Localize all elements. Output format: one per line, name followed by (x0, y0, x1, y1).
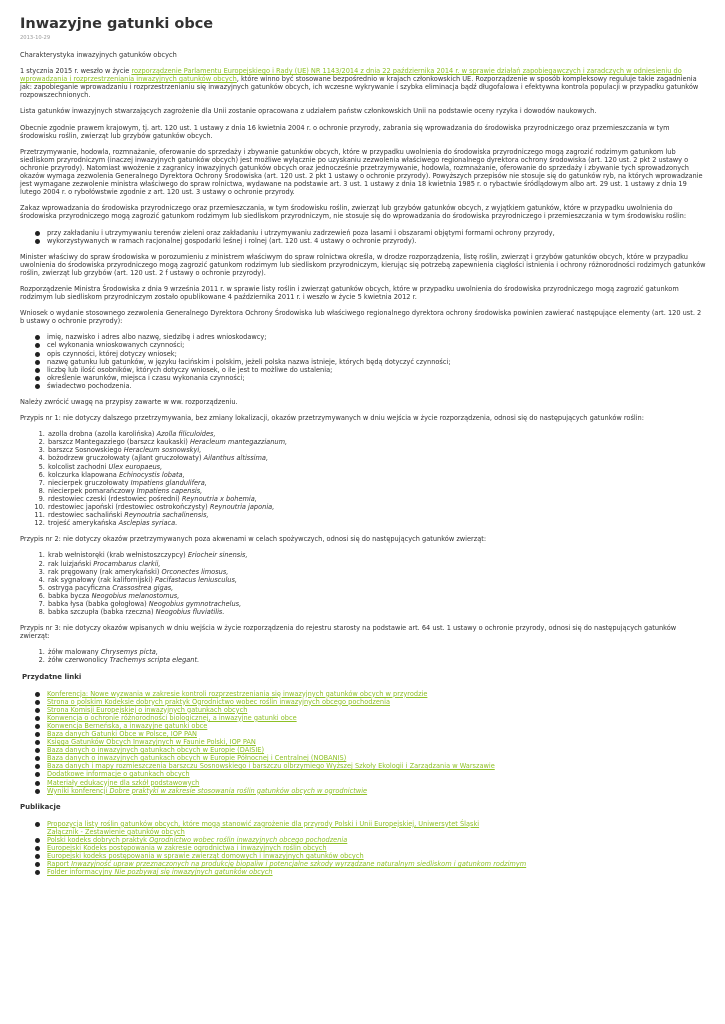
list-item (47, 698, 707, 706)
species-name-pl: azolla drobna (azolla karolińska) (48, 430, 157, 439)
list-item (47, 592, 707, 600)
species-name-pl: rak sygnałowy (rak kalifornijski) (48, 575, 155, 584)
publish-date: 2013-10-29 (20, 35, 51, 41)
page-title: Inwazyjne gatunki obce (20, 16, 214, 32)
species-name-pl: babka łysa (babka gołogłowa) (48, 599, 149, 608)
list-item (47, 690, 707, 698)
species-name-lat: Procambarus clarkii, (93, 559, 161, 568)
species-name-lat: Eriocheir sinensis, (187, 551, 248, 560)
intro-paragraph: Charakterystyka inwazyjnych gatunków obcych (20, 51, 177, 59)
paragraph-exceptions: Zakaz wprowadzania do środowiska przyrodniczego oraz przemieszczania, w tym środowisku roślin, zwierząt lub grzybów gatunków obcych, z wyjątkiem gatunków, które w przypadku uwolnienia do środowiska przyrodniczego mogą zagrozić gatunkom rodzimym lub siedliskom przyrodniczym, nie stosuje się do wprowadzania do środowiska przyrodniczego i przemieszczania w tym środowisku roślin: (20, 204, 687, 221)
publication-link[interactable]: Propozycja listy roślin gatunków obcych, które mogą stanowić zagrożenie dla przyrody Polski i Unii Europejskiej, Uniwersytet Śląski (47, 819, 480, 828)
species-name-lat: Ailanthus altissima, (203, 454, 269, 463)
footnote-3: Przypis nr 3: nie dotyczy okazów wpisanych w dniu wejścia w życie rozporządzenia do rejestru starosty na podstawie art. 64 ust. 1 ustawy o ochronie przyrody, odnosi się do następujących gatunków zwierząt: (20, 624, 677, 641)
regulation-link[interactable]: rozporządzenie Parlamentu Europejskiego i Rady (UE) NR 1143/2014 z dnia 22 października 2014 r. w sprawie działań zapobiegawczych i zaradczych w odniesieniu do wprowadzania i rozprzestrzeniania inwazyjnych gatunków obcych (20, 67, 682, 84)
species-name-pl: trojeść amerykańska (48, 519, 119, 528)
useful-link[interactable]: Strona o polskim Kodeksie dobrych praktyk Ogrodnictwo wobec roślin inwazyjnych obcego pochodzenia (47, 697, 390, 706)
useful-link[interactable]: Baza danych i mapy rozmieszczenia barszczu Sosnowskiego i barszczu olbrzymiego Wyższej Szkoły Ekologii i Zarządzania w Warszawie (47, 762, 495, 771)
species-name-pl: barszcz Mantegazziego (barszcz kaukaski) (48, 438, 190, 447)
list-item: świadectwo pochodzenia. (47, 382, 707, 390)
paragraph-application: Wniosek o wydanie stosownego zezwolenia Generalnego Dyrektora Ochrony Środowiska lub właściwego regionalnego dyrektora ochrony środowiska powinien zawierać następujące elementy (art. 120 ust. 2 b ustawy o ochronie przyrody): (20, 309, 702, 326)
paragraph-permits: Przetrzymywanie, hodowla, rozmnażanie, oferowanie do sprzedaży i zbywanie gatunków obcych, które w przypadku uwolnienia do środowiska przyrodniczego mogą zagrozić rodzimym gatunkom lub siedliskom przyrodniczym (inaczej inwazyjnych gatunków obcych) jest możliwe wyłącznie po uzyskaniu zezwolenia właściwego regionalnego dyrektora ochrony środowiska (art. 120 ust. 2 pkt 2 ustawy o ochronie przyrody). Natomiast wwożenie z zagranicy inwazyjnych gatunków obcych oraz jednocześnie przetrzymywanie, hodowla, rozmnażanie, oferowanie do sprzedaży i zbywanie tych sprowadzonych okazów wymaga zezwolenia Generalnego Dyrektora Ochrony Środowiska (art. 120 ust. 2 pkt 1 ustawy o ochronie przyrody). Powyższych przepisów nie stosuje się do gatunków ryb, na których wprowadzanie jest wymagane zezwolenie ministra właściwego do spraw rolnictwa, wydawane na podstawie art. 3 ust. 1 ustawy z dnia 18 kwietnia 1985 r. o rybactwie śródlądowym albo art. 29 ust. 1 ustawy z dnia 19 lutego 2004 r. o rybołówstwie zgodnie z art. 120 ust. 3 ustawy o ochronie przyrody. (20, 147, 703, 197)
list-item (47, 463, 707, 471)
species-name-lat: Echinocystis lobata, (118, 470, 185, 479)
list-item (47, 787, 707, 795)
species-name-lat: Heracleum sosnowskyi, (123, 446, 202, 455)
species-name-lat: Reynoutria sachalinensis, (124, 511, 209, 520)
useful-link[interactable]: Baza danych Gatunki Obce w Polsce, IOP PAN (47, 730, 197, 738)
species-name-pl: rak luizjański (48, 559, 94, 568)
publication-link[interactable] (47, 860, 526, 868)
list-item (47, 754, 707, 762)
useful-link[interactable]: Konwencja Berneńska, a inwazyjne gatunki obce (47, 721, 208, 730)
paragraph-national-law: Obecnie zgodnie prawem krajowym, tj. art. 120 ust. 1 ustawy z dnia 16 kwietnia 2004 r. o ochronie przyrody, zabrania się wprowadzania do środowiska przyrodniczego oraz przemieszczania w tym środowisku roślin, zwierząt lub grzybów gatunków obcych. (20, 123, 670, 140)
list-item (47, 770, 707, 778)
paragraph-minister: Minister właściwy do spraw środowiska w porozumieniu z ministrem właściwym do spraw rolnictwa określa, w drodze rozporządzenia, listę roślin, zwierząt i grzybów gatunków obcych, które w przypadku uwolnienia do środowiska przyrodniczego mogą zagrozić gatunkom rodzimym lub siedliskom przyrodniczym, kierując się potrzebą zapewnienia ciągłości istnienia i ochrony różnorodności rodzimych gatunków roślin, zwierząt lub grzybów (art. 120 ust. 2 f ustawy o ochronie przyrody). (20, 252, 706, 277)
paragraph-text: 1 stycznia 2015 r. weszło w życie (20, 67, 132, 76)
publications-list (20, 820, 707, 877)
list-item (47, 746, 707, 754)
list-item (47, 584, 707, 592)
list-item (47, 608, 707, 616)
species-name-lat: Neogobius gymnotrachelus, (148, 599, 242, 608)
list-item (47, 820, 707, 836)
links-heading: Przydatne linki (22, 672, 82, 681)
species-name-pl: rdestowiec japoński (rdestowiec ostrokończysty) (48, 503, 210, 512)
paragraph-ordinance: Rozporządzenie Ministra Środowiska z dnia 9 września 2011 r. w sprawie listy roślin i zwierząt gatunków obcych, które w przypadku uwolnienia do środowiska przyrodniczego mogą zagrozić gatunkom rodzimym lub siedliskom przyrodniczym zostało opublikowane 4 października 2011 r. i weszło w życie 5 kwietnia 2012 r. (20, 284, 679, 302)
list-item (47, 495, 707, 503)
species-name-lat: Neogobius melanostomus, (91, 591, 180, 600)
list-item (47, 479, 707, 487)
list-item (47, 551, 707, 559)
species-name-pl: rak pręgowany (rak amerykański) (48, 567, 162, 576)
useful-link[interactable] (47, 787, 367, 795)
link-text: Folder informacyjny (47, 868, 115, 877)
list-item (47, 730, 707, 738)
species-name-pl: żółw czerwonolicy (48, 656, 110, 665)
species-name-lat: Pacifastacus leniusculus, (154, 575, 237, 584)
publication-link[interactable] (47, 868, 273, 876)
list-item (47, 511, 707, 519)
list-item: przy zakładaniu i utrzymywaniu terenów zieleni oraz zakładaniu i utrzymywaniu zadrzewień poza lasami i obszarami objętymi formami ochrony przyrody, (47, 229, 707, 237)
list-item (47, 519, 707, 527)
list-item (47, 648, 707, 656)
link-text-italic: Inwazyjność upraw przeznaczonych na produkcję biopaliw i potencjalne szkody wyrządzane naturalnym siedliskom i gatunkom rodzimym (71, 860, 527, 869)
link-text-italic: Dobre praktyki w zakresie stosowania roślin gatunków obcych w ogrodnictwie (109, 786, 368, 795)
link-text: Raport (47, 860, 72, 869)
species-name-lat: Crassostrea gigas, (112, 583, 174, 592)
paragraph-list-info: Lista gatunków inwazyjnych stwarzających zagrożenie dla Unii zostanie opracowana z udziałem państw członkowskich Unii na podstawie oceny ryzyka i dowodów naukowych. (20, 107, 597, 116)
species-name-pl: bożodrzew gruczołowaty (ajlant gruczołowaty) (48, 454, 204, 463)
useful-link[interactable]: Strona Komisji Europejskiej o inwazyjnych gatunkach obcych (47, 705, 248, 714)
publication-link[interactable]: Europejski Kodeks postępowania w zakresie ogrodnictwa i inwazyjnych roślin obcych (47, 844, 327, 853)
list-item (47, 454, 707, 462)
list-item (47, 722, 707, 730)
publication-link[interactable] (47, 836, 347, 844)
list-item (47, 560, 707, 568)
list-item (47, 576, 707, 584)
list-item (47, 471, 707, 479)
species-name-pl: kolcolist zachodni (48, 462, 109, 471)
useful-link[interactable]: Baza danych o inwazyjnych gatunkach obcych w Europie (DAISIE) (47, 746, 265, 755)
publications-heading: Publikacje (20, 802, 61, 811)
species-name-lat: Reynoutria x bohemia, (181, 494, 257, 503)
list-item (47, 430, 707, 438)
species-name-lat: Orconectes limosus, (161, 567, 229, 576)
footnote-1: Przypis nr 1: nie dotyczy dalszego przetrzymywania, bez zmiany lokalizacji, okazów przetrzymywanych w dniu wejścia w życie rozporządzenia, odnosi się do następujących gatunków roślin: (20, 414, 644, 423)
useful-link[interactable]: Materiały edukacyjne dla szkół podstawowych (47, 778, 200, 787)
list-item (47, 844, 707, 852)
footnote-2: Przypis nr 2: nie dotyczy okazów przetrzymywanych poza akwenami w celach spożywczych, odnosi się do następujących gatunków zwierząt: (20, 535, 487, 544)
species-name-pl: rdestowiec czeski (rdestowiec pośredni) (48, 494, 182, 503)
species-name-lat: Impatiens glandulifera, (130, 478, 207, 487)
species-name-lat: Reynoutria japonia, (209, 503, 275, 512)
species-name-pl: rdestowiec sachaliński (48, 511, 125, 520)
publication-link[interactable]: Europejski kodeks postępowania w sprawie zwierząt domowych i inwazyjnych gatunków obcych (47, 852, 364, 861)
list-item (47, 446, 707, 454)
species-name-pl: barszcz Sosnowskiego (48, 446, 124, 455)
species-name-pl: niecierpek gruczołowaty (48, 478, 131, 487)
useful-link[interactable]: Księga Gatunków Obcych Inwazyjnych w Faunie Polski, IOP PAN (47, 738, 256, 747)
species-name-lat: Asclepias syriaca. (118, 519, 178, 528)
list-item: imię, nazwisko i adres albo nazwę, siedzibę i adres wnioskodawcy; (47, 333, 707, 341)
list-item (47, 738, 707, 746)
list-item: cel wykonania wnioskowanych czynności; (47, 341, 707, 349)
animals-list (20, 551, 707, 616)
species-name-lat: Ulex europaeus, (108, 462, 163, 471)
species-name-pl: niecierpek pomarańczowy (48, 486, 137, 495)
link-text: Polski kodeks dobrych praktyk (47, 835, 150, 844)
species-name-pl: ostryga pacyficzna (48, 583, 113, 592)
species-name-lat: Impatiens capensis, (136, 486, 203, 495)
list-item (47, 860, 707, 868)
exceptions-list (20, 229, 707, 245)
paragraph-text: , które winno być stosowane bezpośrednio w krajach członkowskich UE. Rozporządzenie w sposób kompleksowy reguluje takie zagadnienia jak: zapobieganie wprowadzaniu i rozprzestrzenianiu się inwazyjnych gatunków obcych, ich wczesne wykrywanie i szybka eliminacja bądź długofalowa i efektywna kontrola populacji w przypadku gatunków rozpowszechnionych. (20, 75, 699, 100)
useful-link[interactable]: Konferencja: Nowe wyzwania w zakresie kontroli rozprzestrzeniania się inwazyjnych gatunków obcych w przyrodzie (47, 689, 428, 698)
species-name-pl: babka szczupła (babka rzeczna) (48, 608, 156, 617)
list-item (47, 600, 707, 608)
turtles-list (20, 648, 707, 664)
species-name-lat: Neogobius fluviatilis. (155, 608, 225, 617)
paragraph-footnotes-note: Należy zwrócić uwagę na przypisy zawarte w ww. rozporządzeniu. (20, 398, 238, 406)
application-elements-list (20, 333, 707, 390)
list-item (47, 836, 707, 844)
list-item: określenie warunków, miejsca i czasu wykonania czynności; (47, 374, 707, 382)
list-item (47, 762, 707, 770)
list-item (47, 568, 707, 576)
useful-links-list (20, 690, 707, 795)
list-item: nazwę gatunku lub gatunków, w języku łacińskim i polskim, jeżeli polska nazwa istnieje, których będą dotyczyć czynności; (47, 358, 707, 366)
list-item (47, 852, 707, 860)
species-name-pl: żółw malowany (48, 648, 101, 657)
list-item (47, 868, 707, 876)
attachment-link[interactable]: Załącznik - Zestawienie gatunków obcych (47, 827, 185, 836)
link-text: Wyniki konferencji (47, 786, 110, 795)
species-name-lat: Trachemys scripta elegant. (109, 656, 200, 665)
paragraph-regulation (20, 67, 707, 99)
list-item (47, 779, 707, 787)
useful-link[interactable]: Baza danych o inwazyjnych gatunkach obcych w Europie Północnej i Centralnej (NOBANIS) (47, 754, 347, 763)
list-item: liczbę lub ilość osobników, których dotyczy wniosek, o ile jest to możliwe do ustalenia; (47, 366, 707, 374)
species-name-lat: Heracleum mantegazzianum, (189, 438, 288, 447)
species-name-lat: Azolla filiculoides, (156, 430, 216, 439)
species-name-lat: Chrysemys picta, (100, 648, 158, 657)
plants-list (20, 430, 707, 527)
list-item (47, 487, 707, 495)
species-name-pl: kolczurka klapowana (48, 470, 119, 479)
useful-link[interactable]: Dodatkowe informacje o gatunkach obcych (47, 770, 190, 779)
list-item: opis czynności, której dotyczy wniosek; (47, 350, 707, 358)
link-text-italic: Nie pozbywaj się inwazyjnych gatunków obcych (114, 868, 273, 877)
link-text-italic: Ogrodnictwo wobec roślin inwazyjnych obcego pochodzenia (149, 835, 348, 844)
species-name-pl: krab wełnistoręki (krab wełnistoszczypcy) (48, 551, 188, 560)
list-item (47, 714, 707, 722)
species-name-pl: babka bycza (48, 591, 92, 600)
list-item (47, 503, 707, 511)
list-item (47, 438, 707, 446)
list-item (47, 656, 707, 664)
list-item: wykorzystywanych w ramach racjonalnej gospodarki leśnej i rolnej (art. 120 ust. 4 ustawy o ochronie przyrody). (47, 237, 707, 245)
useful-link[interactable]: Konwencja o ochronie różnorodności biologicznej, a inwazyjne gatunki obce (47, 713, 297, 722)
list-item (47, 706, 707, 714)
